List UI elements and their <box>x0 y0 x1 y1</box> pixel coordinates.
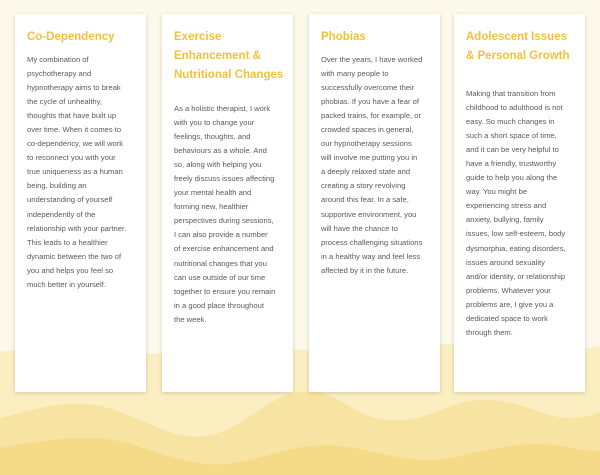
card-title: Adolescent Issues & Personal Growth <box>466 31 570 62</box>
card-body: As a holistic therapist, I work with you to change your feelings, thoughts, and behaviours as a whole. And so, along with helping you freely discuss issues affecting your mental health and forming new, healthier perspectives during sessions, I can also provide a number of exercise enhancement and nutritional changes that you can use outside of our time together to ensure you remain in a good place throughout the week. <box>174 104 276 324</box>
card-body: Making that transition from childhood to adulthood is not easy. So much changes in such a short space of time, and it can be very helpful to have a friendly, trustworthy guide to help you along the way. You might be experiencing stress and anxiety, bullying, family issues, low self-esteem, body dysmorphia, eating disorders, issues around sexuality and/or identity, or relationship problems. Whatever your problems are, I give you a dedicated space to work through them. <box>466 89 566 337</box>
card-title: Phobias <box>321 31 366 43</box>
service-card-phobias <box>309 14 440 392</box>
service-card-exercise-nutrition <box>162 14 293 392</box>
card-body: My combination of psychotherapy and hypnotherapy aims to break the cycle of unhealthy, thoughts that have built up over time. When it comes to co-dependency, we will work to reconnect you with your true uniqueness as a human being, building an understanding of yourself independently of the relationship with your partner. This leads to a healthier dynamic between the two of you and helps you feel so much better in yourself. <box>27 55 127 289</box>
card-title: Co-Dependency <box>27 31 115 43</box>
card-title: Exercise Enhancement & Nutritional Changes <box>174 31 284 81</box>
service-card-co-dependency <box>15 14 146 392</box>
service-card-adolescent-issues <box>454 14 585 392</box>
card-body: Over the years, I have worked with many people to successfully overcome their phobias. If you have a fear of packed trains, for example, or crowded spaces in general, our hypnotherapy sessions will involve me putting you in a deeply relaxed state and creating a story revolving around this fear. In a safe, supportive environment, you will have the chance to process challenging situations in a healthy way and feel less affected by it in the future. <box>321 55 423 275</box>
